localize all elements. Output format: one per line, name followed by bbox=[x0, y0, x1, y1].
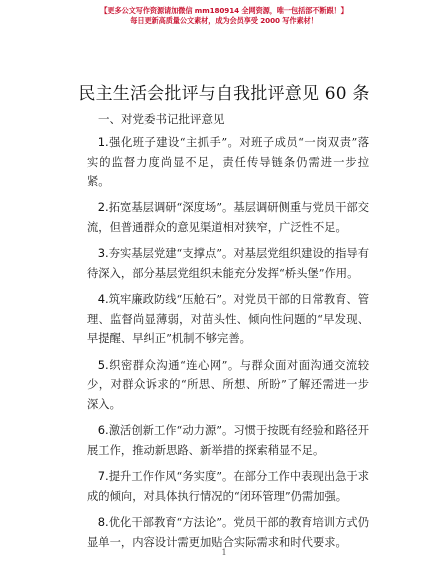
list-item bbox=[87, 244, 369, 283]
item-number: 3. bbox=[97, 246, 109, 261]
item-number: 4. bbox=[97, 292, 109, 307]
item-number: 7. bbox=[97, 469, 109, 484]
item-number: 6. bbox=[97, 423, 109, 438]
promo-banner bbox=[0, 6, 448, 26]
list-item bbox=[87, 467, 369, 506]
item-number: 2. bbox=[97, 200, 109, 215]
item-text: 拓宽基层调研“深度场”。基层调研侧重与党员干部交流，但普通群众的意见渠道相对狭窄，广泛性不足。 bbox=[87, 201, 369, 235]
item-number: 5. bbox=[97, 357, 109, 372]
promo-banner-line-1: 【更多公文写作资源请加微信 mm180914 全网资源，唯一包括部不断跟！】 bbox=[100, 6, 348, 15]
document-title: 民主生活会批评与自我批评意见 60 条 bbox=[78, 84, 370, 104]
section-heading: 一、对党委书记批评意见 bbox=[98, 112, 225, 126]
item-text: 强化班子建设“主抓手”。对班子成员“一岗双责”落实的监督力度尚显不足，责任传导链条仍需进一步拉紧。 bbox=[87, 136, 369, 189]
item-text: 优化干部教育“方法论”。党员干部的教育培训方式仍显单一，内容设计需更加贴合实际需求和时代要求。 bbox=[87, 515, 369, 549]
item-text: 夯实基层党建“支撑点”。对基层党组织建设的指导有待深入，部分基层党组织未能充分发挥“桥头堡”作用。 bbox=[87, 247, 369, 280]
promo-banner-line-2: 每日更新高质量公文素材，成为会员享受 2000 写作素材！ bbox=[130, 16, 318, 25]
list-item bbox=[87, 133, 369, 192]
list-item bbox=[87, 513, 369, 552]
item-text: 提升工作作风“务实度”。在部分工作中表现出急于求成的倾向，对具体执行情况的“闭环管理”仍需加强。 bbox=[87, 470, 369, 503]
item-text: 激活创新工作“动力源”。习惯于按既有经验和路径开展工作，推动新思路、新举措的探索稍显不足。 bbox=[87, 424, 369, 457]
list-item bbox=[87, 421, 369, 460]
item-number: 8. bbox=[97, 514, 109, 529]
list-item bbox=[87, 356, 369, 415]
criticism-list bbox=[87, 133, 369, 559]
list-item bbox=[87, 198, 369, 237]
item-text: 织密群众沟通“连心网”。与群众面对面沟通交流较少，对群众诉求的“所思、所想、所盼”了解还需进一步深入。 bbox=[87, 358, 369, 411]
list-item bbox=[87, 290, 369, 349]
item-number: 1. bbox=[97, 135, 109, 149]
item-text: 筑牢廉政防线“压舱石”。对党员干部的日常教育、管理、监督尚显薄弱，对苗头性、倾向性问题的“早发现、早提醒、早纠正”机制不够完善。 bbox=[87, 293, 369, 346]
page-number: 1 bbox=[221, 548, 227, 557]
